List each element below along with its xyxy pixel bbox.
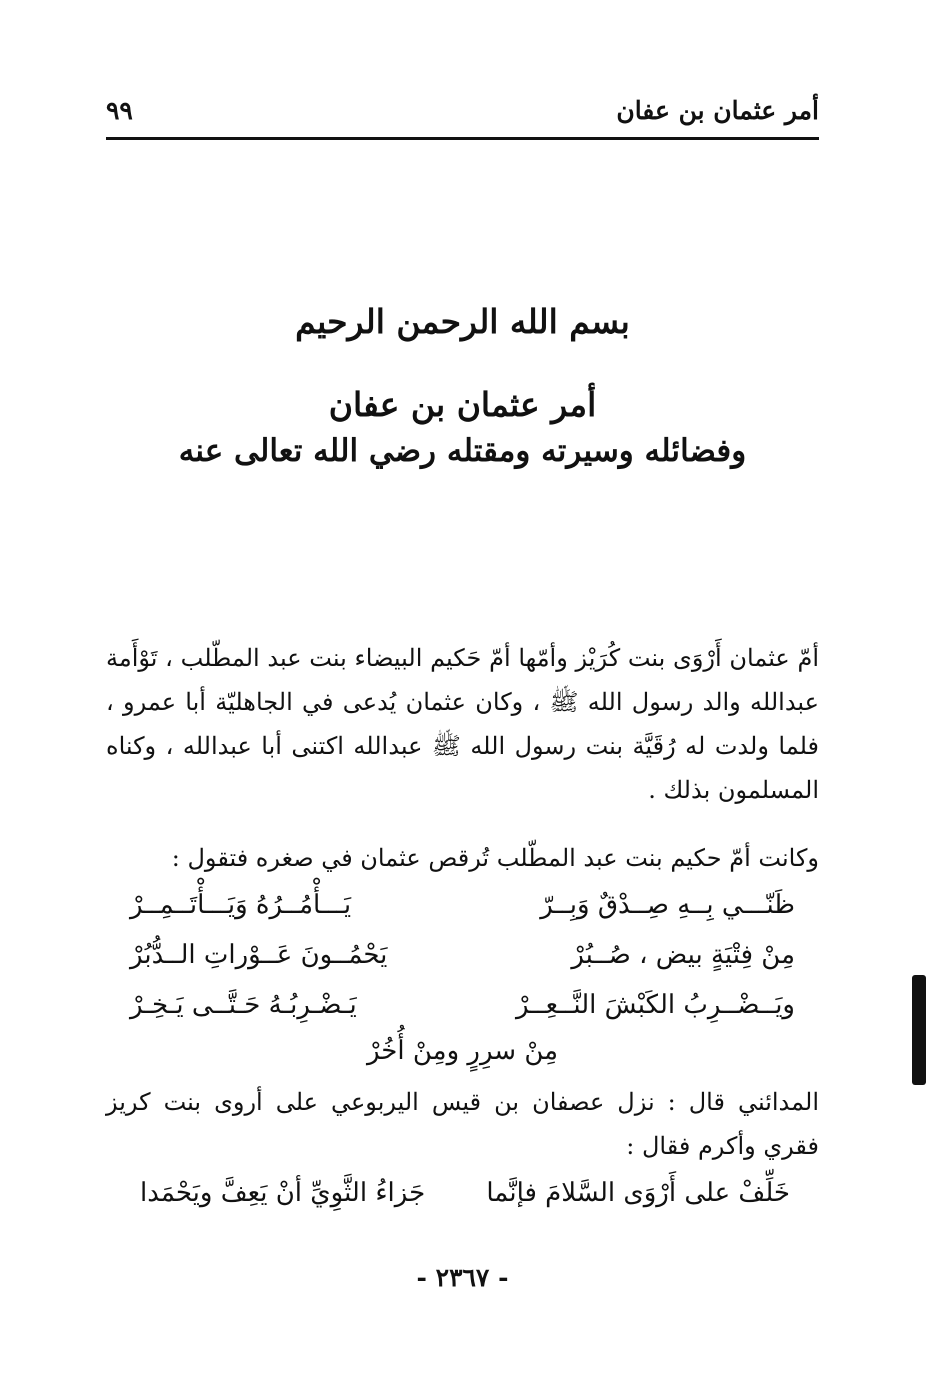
paragraph-3: المدائني قال : نزل عصفان بن قيس اليربوعي على أروى بنت كريز فقري وأكرم فقال : xyxy=(106,1088,819,1160)
paragraph-1: أمّ عثمان أَرْوَى بنت كُرَيْز وأمّها أمّ حَكيم البيضاء بنت عبد المطّلب ، تَوْأَمة عبدالله والد رسول الله ﷺ ، وكان عثمان يُدعى في الجاهليّة أبا عمرو ، فلما ولدت له رُقَيَّة بنت رسول الله ﷺ عبدالله اكتنى أبا عبدالله ، وكناه المسلمون بذلك . xyxy=(106,644,819,804)
basmala: بسم الله الرحمن الرحيم xyxy=(295,302,630,341)
verse-2-first-hemistich: مِنْ فِتْيَةٍ بيض ، صُــبُرْ xyxy=(571,940,795,970)
chapter-title-line2: وفضائله وسيرته ومقتله رضي الله تعالى عنه xyxy=(178,433,747,469)
verse-1-first-hemistich: ظَنّـــي بِــهِ صِــدْقٌ وَبِــرّ xyxy=(540,890,795,920)
header-rule xyxy=(106,137,819,140)
verse-3-second-hemistich: يَـضْـرِبُـهُ حَـتَّــى يَـخِـرْ xyxy=(130,990,357,1020)
verse-line-2 xyxy=(130,932,795,978)
chapter-title-line1: أمر عثمان بن عفان xyxy=(328,385,597,424)
verse-2-second-hemistich: يَحْمُــونَ عَــوْراتِ الــدُّبُرْ xyxy=(130,940,388,970)
scan-edge-mark xyxy=(912,975,926,1085)
paragraph-2: وكانت أمّ حكيم بنت عبد المطّلب تُرقص عثمان في صغره فتقول : xyxy=(171,844,819,872)
page-number: ٩٩ xyxy=(106,95,133,125)
final-verse-second-hemistich: جَزاءُ الثَّوِيِّ أنْ يَعِفَّ ويَحْمَدا xyxy=(140,1178,426,1208)
running-title: أمر عثمان بن عفان xyxy=(616,95,819,125)
verse-3-first-hemistich: ويَــضْــرِبُ الكَبْشَ النَّــعِــرْ xyxy=(515,990,795,1020)
verse-line-4: مِنْ سرِرٍ ومِنْ أُخُرْ xyxy=(366,1036,559,1066)
final-verse-first-hemistich: خَلِّفْ على أَرْوَى السَّلامَ فإنَّما xyxy=(486,1178,790,1208)
verse-1-second-hemistich: يَـــأْمُــرُهُ وَيَـــأْتَــمِــرْ xyxy=(130,890,352,920)
verse-line-3 xyxy=(130,982,795,1028)
running-head xyxy=(106,88,819,132)
final-verse xyxy=(140,1170,790,1216)
folio-number: - ٢٣٦٧ - xyxy=(416,1263,509,1292)
verse-line-1 xyxy=(130,882,795,928)
